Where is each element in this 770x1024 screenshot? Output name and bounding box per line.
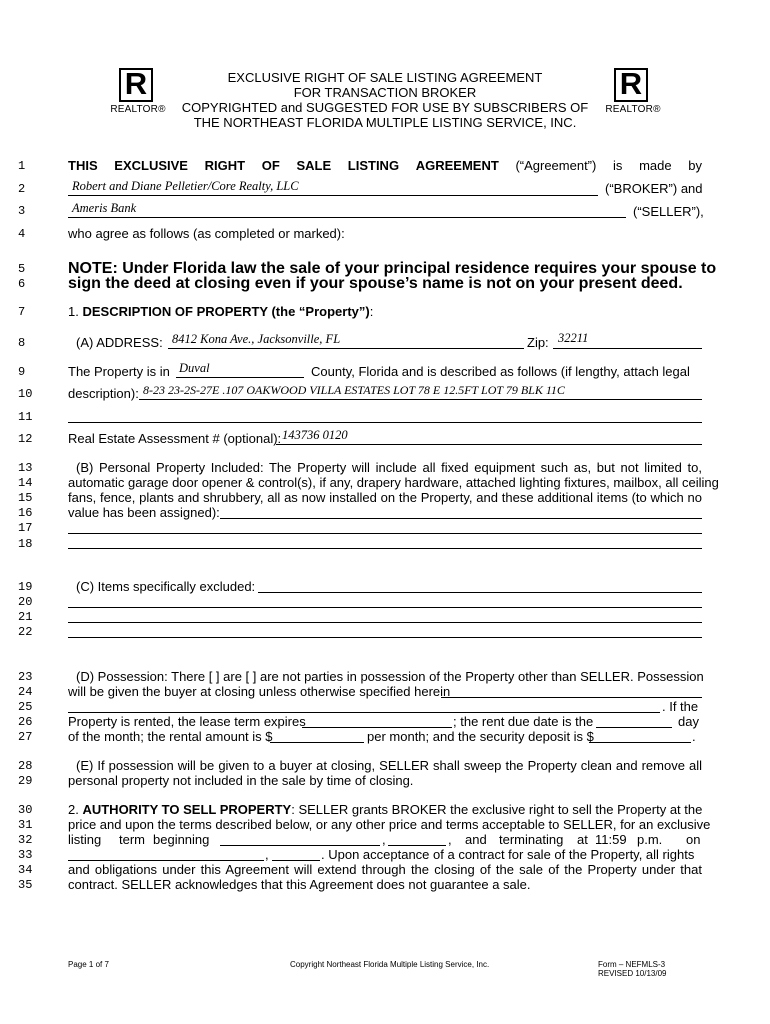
line-number: 25 (18, 700, 33, 714)
assessment-field[interactable]: 143736 0120 (282, 428, 348, 442)
rent-due-field[interactable] (596, 727, 672, 728)
line-number: 27 (18, 730, 33, 744)
beginning-word: beginning (153, 832, 210, 847)
rent-due-day: day (678, 714, 699, 729)
line-number: 16 (18, 506, 33, 520)
line-number: 28 (18, 759, 33, 773)
line-number: 29 (18, 774, 33, 788)
rental-amount-label: of the month; the rental amount is $ (68, 729, 273, 744)
time-value: 11:59 (595, 832, 627, 847)
line-number: 22 (18, 625, 33, 639)
term-word: term (119, 832, 145, 847)
listing-word: listing (68, 832, 102, 847)
authority-line-4-rest: . Upon acceptance of a contract for sale of the Property, all rights (321, 847, 695, 862)
listing-end-field[interactable] (68, 860, 264, 861)
footer-revised: REVISED 10/13/09 (598, 969, 667, 978)
at-word: at (577, 832, 588, 847)
line-number: 2 (18, 182, 26, 196)
listing-end-comma: , (265, 847, 269, 862)
line-number: 3 (18, 204, 26, 218)
intro-line-1: THIS EXCLUSIVE RIGHT OF SALE LISTING AGREEMENT (“Agreement”) is made by (68, 158, 702, 173)
possession-specified-field-1[interactable] (441, 697, 702, 698)
line-number: 18 (18, 537, 33, 551)
header-organization: THE NORTHEAST FLORIDA MULTIPLE LISTING SERVICE, INC. (193, 115, 577, 130)
security-deposit-period: . (692, 729, 696, 744)
realtor-logo-box (119, 68, 153, 102)
line-number: 14 (18, 476, 33, 490)
description-label: description): (68, 386, 139, 401)
sweep-line-1: (E) If possession will be given to a buyer at closing, SELLER shall sweep the Property clean and remove all (76, 758, 702, 773)
line-number: 33 (18, 848, 33, 862)
line-number: 31 (18, 818, 33, 832)
line-number: 19 (18, 580, 33, 594)
listing-year-comma: , (448, 832, 452, 847)
listing-begin-field[interactable] (220, 845, 380, 846)
personal-property-field-1[interactable] (220, 518, 702, 519)
line-number: 13 (18, 461, 33, 475)
zip-label: Zip: (527, 335, 549, 350)
personal-property-line-3: fans, fence, plants and shrubbery, all as now installed on the Property, and these additional items (to which no (68, 490, 702, 505)
excluded-items-field-2[interactable] (68, 607, 702, 608)
security-deposit-field[interactable] (589, 742, 691, 743)
county-field[interactable]: Duval (179, 361, 210, 375)
personal-property-line-1: (B) Personal Property Included: The Property will include all fixed equipment such as, but not limited to, (76, 460, 702, 475)
realtor-logo-letter: R (124, 66, 148, 101)
lease-expires-label: Property is rented, the lease term expires (68, 714, 306, 729)
lease-expires-field[interactable] (302, 727, 452, 728)
realtor-logo-box (614, 68, 648, 102)
excluded-items-label: (C) Items specifically excluded: (76, 579, 256, 594)
header-copyright: COPYRIGHTED and SUGGESTED FOR USE BY SUBSCRIBERS OF (181, 100, 589, 115)
broker-field-line[interactable] (68, 195, 598, 196)
personal-property-line-2: automatic garage door opener & control(s), if any, drapery hardware, attached lighting fixtures, mailbox, all ceiling (68, 475, 719, 490)
line-number: 11 (18, 410, 33, 424)
authority-line-5: and obligations under this Agreement will extend through the closing of the sale of the Property under that (68, 862, 702, 877)
possession-if-the: . If the (662, 699, 699, 714)
line-number: 8 (18, 336, 26, 350)
sweep-line-2: personal property not included in the sale by time of closing. (68, 773, 414, 788)
section-1-heading: 1. DESCRIPTION OF PROPERTY (the “Property”): (68, 304, 374, 319)
seller-label: (“SELLER”), (633, 204, 704, 219)
description-field-line[interactable] (139, 399, 702, 400)
excluded-items-field-1[interactable] (258, 592, 702, 593)
seller-field[interactable]: Ameris Bank (72, 201, 137, 215)
line-number: 12 (18, 432, 33, 446)
authority-line-2: price and upon the terms described below, or any other price and terms acceptable to SELLER, for an exclusive (68, 817, 711, 832)
footer-page-number: Page 1 of 7 (68, 960, 109, 969)
footer-form-id: Form – NEFMLS-3 (598, 960, 666, 969)
line-number: 26 (18, 715, 33, 729)
listing-begin-year-field[interactable] (388, 845, 446, 846)
line-number: 23 (18, 670, 33, 684)
line-number: 1 (18, 159, 26, 173)
line-number: 5 (18, 262, 26, 276)
possession-line-2: will be given the buyer at closing unless otherwise specified herein (68, 684, 451, 699)
footer-copyright: Copyright Northeast Florida Multiple Listing Service, Inc. (290, 960, 490, 969)
assessment-label: Real Estate Assessment # (optional): (68, 431, 282, 446)
line-number: 32 (18, 833, 33, 847)
rent-due-label: ; the rent due date is the (453, 714, 594, 729)
line-number: 6 (18, 277, 26, 291)
line-number: 24 (18, 685, 33, 699)
on-word: on (686, 832, 701, 847)
line-number: 34 (18, 863, 33, 877)
line-number: 7 (18, 305, 26, 319)
personal-property-field-2[interactable] (68, 533, 702, 534)
broker-label: (“BROKER”) and (605, 181, 703, 196)
and-word: and (465, 832, 487, 847)
line-number: 4 (18, 227, 26, 241)
intro-line-4: who agree as follows (as completed or marked): (68, 226, 345, 241)
zip-field-line[interactable] (553, 348, 702, 349)
description-extra-line[interactable] (68, 422, 702, 423)
possession-line-1: (D) Possession: There [ ] are [ ] are not parties in possession of the Property other than SELLER. Possession (76, 669, 704, 684)
header-subtitle: FOR TRANSACTION BROKER (293, 85, 477, 100)
county-prefix: The Property is in (68, 364, 170, 379)
line-number: 35 (18, 878, 33, 892)
listing-end-year-field[interactable] (272, 860, 320, 861)
excluded-items-field-3[interactable] (68, 622, 702, 623)
seller-field-line[interactable] (68, 217, 626, 218)
zip-field[interactable]: 32211 (558, 331, 589, 345)
address-label: (A) ADDRESS: (76, 335, 163, 350)
realtor-logo-left (110, 66, 166, 115)
line-number: 9 (18, 365, 26, 379)
broker-field[interactable]: Robert and Diane Pelletier/Core Realty, LLC (72, 179, 299, 193)
realtor-logo-text: REALTOR® (110, 104, 166, 115)
line-number: 10 (18, 387, 33, 401)
note-line-1: NOTE: Under Florida law the sale of your principal residence requires your spouse to (68, 260, 717, 277)
document-header (180, 70, 590, 130)
authority-line-1: 2. AUTHORITY TO SELL PROPERTY: SELLER grants BROKER the exclusive right to sell the Property at the (68, 802, 703, 817)
authority-line-6: contract. SELLER acknowledges that this Agreement does not guarantee a sale. (68, 877, 531, 892)
county-suffix: County, Florida and is described as follows (if lengthy, attach legal (311, 364, 690, 379)
address-field-line[interactable] (168, 348, 524, 349)
line-number: 30 (18, 803, 33, 817)
line-number: 20 (18, 595, 33, 609)
excluded-items-field-4[interactable] (68, 637, 702, 638)
per-month-label: per month; and the security deposit is $ (367, 729, 594, 744)
personal-property-line-4: value has been assigned): (68, 505, 220, 520)
rental-amount-field[interactable] (270, 742, 364, 743)
personal-property-field-3[interactable] (68, 548, 702, 549)
line-number: 17 (18, 521, 33, 535)
county-field-line[interactable] (176, 377, 304, 378)
line-number: 15 (18, 491, 33, 505)
address-field[interactable]: 8412 Kona Ave., Jacksonville, FL (172, 332, 341, 346)
realtor-logo-right (605, 66, 661, 115)
pm-value: p.m. (637, 832, 663, 847)
note-line-2: sign the deed at closing even if your spouse’s name is not on your present deed. (68, 275, 683, 292)
header-title: EXCLUSIVE RIGHT OF SALE LISTING AGREEMENT (227, 70, 543, 85)
line-number: 21 (18, 610, 33, 624)
description-field[interactable]: 8-23 23-2S-27E .107 OAKWOOD VILLA ESTATES LOT 78 E 12.5FT LOT 79 BLK 11C (143, 383, 565, 397)
listing-begin-comma: , (382, 832, 386, 847)
assessment-field-line[interactable] (276, 444, 702, 445)
possession-specified-field-2[interactable] (68, 712, 660, 713)
realtor-logo-text: REALTOR® (605, 104, 661, 115)
terminating-word: terminating (499, 832, 564, 847)
realtor-logo-letter: R (619, 66, 643, 101)
